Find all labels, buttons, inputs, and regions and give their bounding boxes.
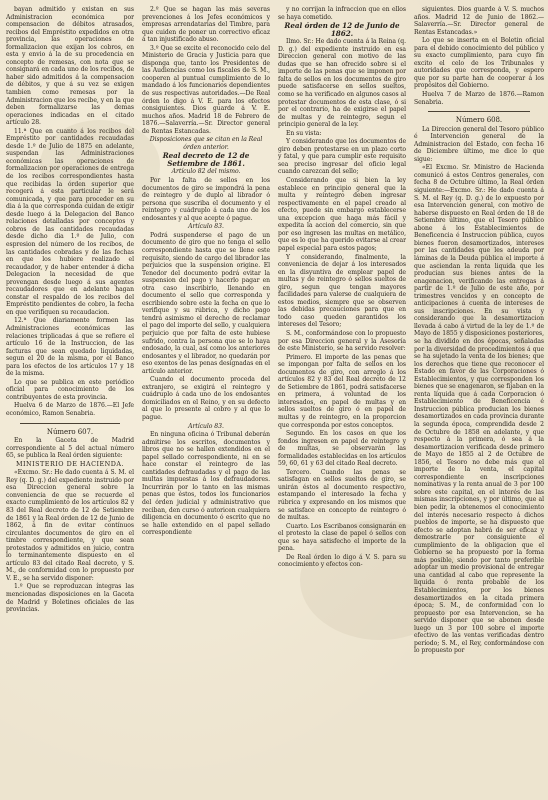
paragraph: y no corrijan la infraccion que en ellos se haya cometido. xyxy=(278,6,406,21)
paragraph: 1.º Que se reproduzcan íntegras las mencionadas disposiciones en la Gaceta de Madrid y Boletines oficiales de las provincias. xyxy=(6,583,134,614)
article-subheading: Artículo 83. xyxy=(188,422,224,430)
paragraph: Cuarto. Los Escribanos consignarán en el protesto la clase de papel ó sellos con que se haya satisfecho el importe de la pena. xyxy=(278,522,406,553)
paragraph: De Real órden lo digo á V. S. para su conocimiento y efectos con- xyxy=(278,553,406,569)
section-rule xyxy=(428,111,530,112)
section-rule xyxy=(20,423,120,424)
paragraph: Ilmo. Sr.: He dado cuenta á la Reina (q. D. g.) del expediente instruido en esa Direccion general con motivo de las dudas que se han ofrecido sobre si el importe de las penas que se imponen por falta de sellos en los documentos de giro puede satisfacerse en sellos sueltos, como se ha verificado en algunos casos al protestar documentos de esta clase, ó si por el contrario, ha de exigirse el papel de multas y de reintegro, segun el principio general de la ley. xyxy=(278,38,406,129)
paragraph: 2.º Que se hagan las más severas prevenciones á los Jefes económicos y empresas arrendatarias del Timbre, para que cuiden de poner un correctivo eficaz á tan injustificado abuso. xyxy=(142,6,270,44)
notice-number: Número 608. xyxy=(455,116,503,125)
paragraph: Podrá suspenderse el pago de un documento de giro que no tenga el sello correspondiente hasta que se llene este requisito, siendo de cargo del librador las perjuicios que la suspension origine. El Tenedor del documento podrá evitar la suspension del pago y hacerlo pagar en otra caso inscribirlo, llenando en documento el sello que corresponda y escribiendo sobre este la fecha en que lo verifique y su rúbrica, y dicho pago tendrá asimismo el derecho de reclamar el pago del importe del sello, y cualquiera perjuicio que por falta de este hubiese sufrido, contra la persona que se lo haya endosado, la cual, así como los anteriores endosantes y el librador, no quedarán por eso exentos de las penas designadas en el artículo anterior. xyxy=(142,231,270,375)
paragraph: «Excmo. Sr.: He dado cuenta á S. M. el Rey (q. D. g.) del expediente instruido por esa Direccion general sobre la conveniencia de que se recuerde el exacto cumplimiento de los artículos 82 y 83 del Real decreto de 12 de Setiembre de 1861 y la Real órden de 12 de Junio de 1862, á fin de evitar contínuos circulantes documentos de giro en el timbre correspondiente, y que sean protestados y admitidos en juicio, contra lo terminantemente dispuesto en el artículo 83 del citado Real decreto, y S. M., de conformidad con lo propuesto por V. E., se ha servido disponer: xyxy=(6,469,134,582)
notice-number: Número 607. xyxy=(46,427,94,436)
section-heading: Real decreto de 12 de Setiembre de 1861. xyxy=(162,151,250,168)
paragraph: Considerando que si bien la ley establece en principio general que la multa y reintegro deben ingresar respectivamente en el papel creado al efecto, puede sin embargo establecerse una excepcion que haga más fácil y expedita la accion del comercio, sin que por eso ingresen las multas en metálico, que es lo que ha querido evitarse al crear papel especial para estos pagos; xyxy=(278,177,406,252)
paragraph: 12.ª Que diariamente formen las Administraciones económicas las relaciones triplicadas á que se refiere el artículo 16 de la Instruccion, de las facturas que sean quedado liquidadas, segun el 20 de la misma, por el Banco para los efectos de los artículos 17 y 18 de la misma. xyxy=(6,317,134,378)
paragraph: Primero. El importe de las penas que se impongan por falta de sellos en los documentos de giro, con arreglo á los artículos 82 y 83 del Real decreto de 12 de Setiembre de 1861, podrá satisfacerse en primera, á voluntad de los interesados, en papel de multas y en sellos sueltos de giro ó en papel de multas y de reintegro, en la proporcion que corresponda por estos conceptos. xyxy=(278,353,406,429)
paragraph: «El Excmo. Sr. Ministro de Hacienda comunicó á estos Centros generales, con fecha 8 de Octubre último, la Real órden siguiente:—Excmo. Sr.: He dado cuenta á S. M. el Rey (q. D. g.) de lo expuesto por esa Intervencion general, con motivo de haberse dispuesto en Real órden de 18 de Setiembre último, que el Tesoro público abone á los Establecimientos de Beneficencia é Instruccion pública, cuyos bienes fueron desamortizados, intereses por las cantidades que les adeuda por láminas de la Deuda pública el importe á que asciendan la renta liquida que les producian sus bienes antes de la enagenacion, verificando las entregas á partir de 1.º de Julio de este año, por trimestres vencidos y en concepto de anticipaciones á cuenta de intereses de sus inscripciones. En su vista y considerando que la desamortizacion llevada á cabo á virtud de la ley de 1.º de Mayo de 1855 y disposiciones posteriores, se ha dividido en dos épocas, señaladas por la diversidad de procedimientos á que se ha sujetado la venta de los bienes; que los derechos que tiene que reconocer el Estado en favor de las Corporaciones ó Establecimientos, y que corresponden los bienes que se enagenaron, se fijaban en la renta líquida que á cada Corporacion ó Establecimiento de Beneficencia é Instruccion pública producian los bienes desamortizados en cada provincia durante la segunda época, comprendida desde 2 de Octubre de 1858 en adelante, y que respecto á la primera, ó sea á la desamortizacion verificada desde primero de Mayo de 1855 al 2 de Octubre de 1856, el Tesoro no debe más que el importe de la venta, el capital correspondiente en inscripciones nominativas y la renta anual de 3 por 100 sobre este capital, en el interés de las mismas inscripciones, y por último, que al bien pedir, la obtenemos el conocimiento del interés necesario respecto á dichos pueblos de importe, se ha dispuesto que efecto se adoptan habrá de ser eficaz y demostrarle por consiguiente el cumplimiento de la obligacion que el Gobierno se ha propuesto por la forma más posible, siendo por tanto preferible adoptar un medio provisional de entregar una cantidad al cabo que represente la liquida ó renta probable de los Establecimientos, por los bienes desamortizados en la citada primera época; S. M., de conformidad con lo propuesto por esa Intervencion, se ha servido disponer que se abonen desde luego un 3 por 100 sobre el importe efectivo de las ventas verificadas dentro período; S. M., el Rey, conformándose con lo propuesto por xyxy=(414,164,544,655)
paragraph: bayan admitido y existan en sus Administracion económica por compensacion de débitos atrasados, recibos del Empréstito expedidos en otra provincia, las operaciones de formalizacion que exijan los cobros, en esta y envio á la de su procedencia en concepto de remesas, con nota que se consignará en cada uno de los recibos, de haber sido admitidos á la compensacion de débitos, y que á su vez se exigen tambien como remesas por la Administracion que los recibe, y en la que deben formalizarse las demas operaciones indicadas en el citado artículo 28. xyxy=(6,6,134,127)
paragraph: Segundo. En los casos en que los fondos ingresen en papel de reintegro y de multas, se observarán las formalidades establecidas en los artículos 59, 60, 61 y 63 del citado Real decreto. xyxy=(278,430,406,468)
paragraph: En ninguna oficina ó Tribunal deberán admitirse los escritos, documentos y libros que no se hallen extendidos en el papel sellado correspondiente, ni en se hace constar el reintegro de las cantidades defraudadas y el pago de las multas impuestas á los defraudadores. Incurrirán por lo tanto en las mismas penas que éstos, todos los funcionarios del órden judicial y administrativo que reciban, den curso ó autoricen cualquiera diligencia en documento ó escrito que no se halle extendido en el papel sellado correspondiente xyxy=(142,431,270,537)
paragraph: siguientes. Dios guarde á V. S. muchos años. Madrid 12 de Junio de 1862.—Salaverría.—Sr. Director general de Rentas Estancadas.» xyxy=(414,6,544,36)
paragraph: Y considerando que los documentos de giro deben protestarse en un plazo corto y fatal, y que para cumplir este requisito sea preciso ingresar del oficio legal cuando carezcan del sello; xyxy=(278,138,406,176)
column-4 xyxy=(414,6,544,796)
paragraph: En su vista: xyxy=(286,129,322,137)
paragraph: Tercero. Cuando las penas se satisfagan en sellos sueltos de giro, se unirán éstos al documento respectivo, estampando el interesado la fecha y rúbrica y expresando en los mismos que se satisface en concepto de reintegro ó de multas. xyxy=(278,468,406,522)
paragraph: Huelva 7 de Marzo de 1876.—Ramon Senabria. xyxy=(414,91,544,106)
paragraph: Lo que se inserta en el Boletin oficial para el debido conocimiento del público y su exacto cumplimiento, para cuyo fin excito el celo de los Tribunales y autoridades que corresponda, y espero que por su parte han de cooperar á los propósitos del Gobierno. xyxy=(414,37,544,90)
paragraph: 11.ª Que en cuanto á los recibos del Empréstito por cantidades recaudadas desde 1.º de Julio de 1875 en adelante, suspendan las Administraciones económicas las operaciones de formalizacion por operaciones de entrega de los recibos correspondientes hasta que recibidas la órden superior que recogerá á esta particular le será comunicada, y que para proceder en su dia á la que corresponda cuidan de exigir desde luego á la Delegacion del Banco relaciones detalladas por conceptos y cobros de las cantidades recaudadas desde dicho dia 1.º de Julio, con espresion del número de los recibos, de las cantidades cobradas y de las fechas en que los hubiere realizado el recaudador, y de haber entender á dicha Delegacion la necesidad de que provengan desde luego á sus agentes recaudadores que en adelante hagan constar el respaldo de los recibos del Empréstito pendientes de cobro, la fecha en que verifiquen su recaudacion. xyxy=(6,127,134,316)
paragraph: Lo que se publica en este periódico oficial para conocimiento de los contribuyentes de esta provincia. xyxy=(6,378,134,401)
paragraph: Cuando el documento proceda del extranjero, se exigirá el reintegro y cuádruplo á cada uno de los endosantes domiciliados en el Reino, y en su defecto al que lo presente al cobro y al que lo pague. xyxy=(142,376,270,421)
paragraph: La Direccion general del Tesoro público é Intervencion general de la Administracion del Estado, con fecha 16 de Diciembre último, me dice lo que sigue: xyxy=(414,125,544,163)
article-subheading: Artículo 82 del mismo. xyxy=(171,168,241,176)
column-3 xyxy=(278,6,406,796)
column-1 xyxy=(6,6,134,796)
paragraph: Y considerando, finalmente, la conveniencia de dejar á los interesados en la disyuntiva de emplear papel de multas y de reintegro ó sellos sueltos de giro, segun que tengan mayores facilidades para valerse de cualquiera de estos medios, siempre que se observen las debidas precauciones para que en todo caso queden garantidos los intereses del Tesoro; xyxy=(278,253,406,329)
paragraph: 3.º Que se excite el reconocido celo del Ministerio de Gracia y Justicia para que disponga que, tanto los Presidentes de las Audiencias como los fiscales de S. M., cooperen al puntual cumplimiento de lo mandado á los funcionarios dependientes de sus respectivas autoridades.—De Real órden lo digo á V. E. para los efectos consiguientes. Dios guarde á V. E. muchos años. Madrid 18 de Febrero de 1876.—Salaverría.—Sr. Director general de Rentas Estancadas. xyxy=(142,44,270,135)
paragraph: En la Gaceta de Madrid correspondiente al 5 del actual número 65, se publica la Real órden siguiente: xyxy=(6,437,134,460)
paragraph: S. M., conformándose con lo propuesto por esa Direccion general y la Asesoría de este Ministerio, se ha servido resolver: xyxy=(278,329,406,353)
paragraph: Huelva 6 de Marzo de 1876.—El Jefe económico, Ramon Senabria. xyxy=(6,402,134,417)
paragraph: Por la falta de sellos en los documentos de giro se impondrá la pena de reintegro y de duplo al librador ó persona que suscriba el documento y el reintegro y cuádruplo á cada uno de los endosantes y al que acepte ó pague. xyxy=(142,177,270,222)
article-subheading: Disposiciones que se citan en la Real órden anterior. xyxy=(149,136,263,151)
ministry-heading: MINISTERIO DE HACIENDA. xyxy=(15,459,125,468)
article-subheading: Artículo 83. xyxy=(188,223,224,231)
column-2 xyxy=(142,6,270,796)
section-heading: Real órden de 12 de Junio de 1862. xyxy=(284,21,400,38)
